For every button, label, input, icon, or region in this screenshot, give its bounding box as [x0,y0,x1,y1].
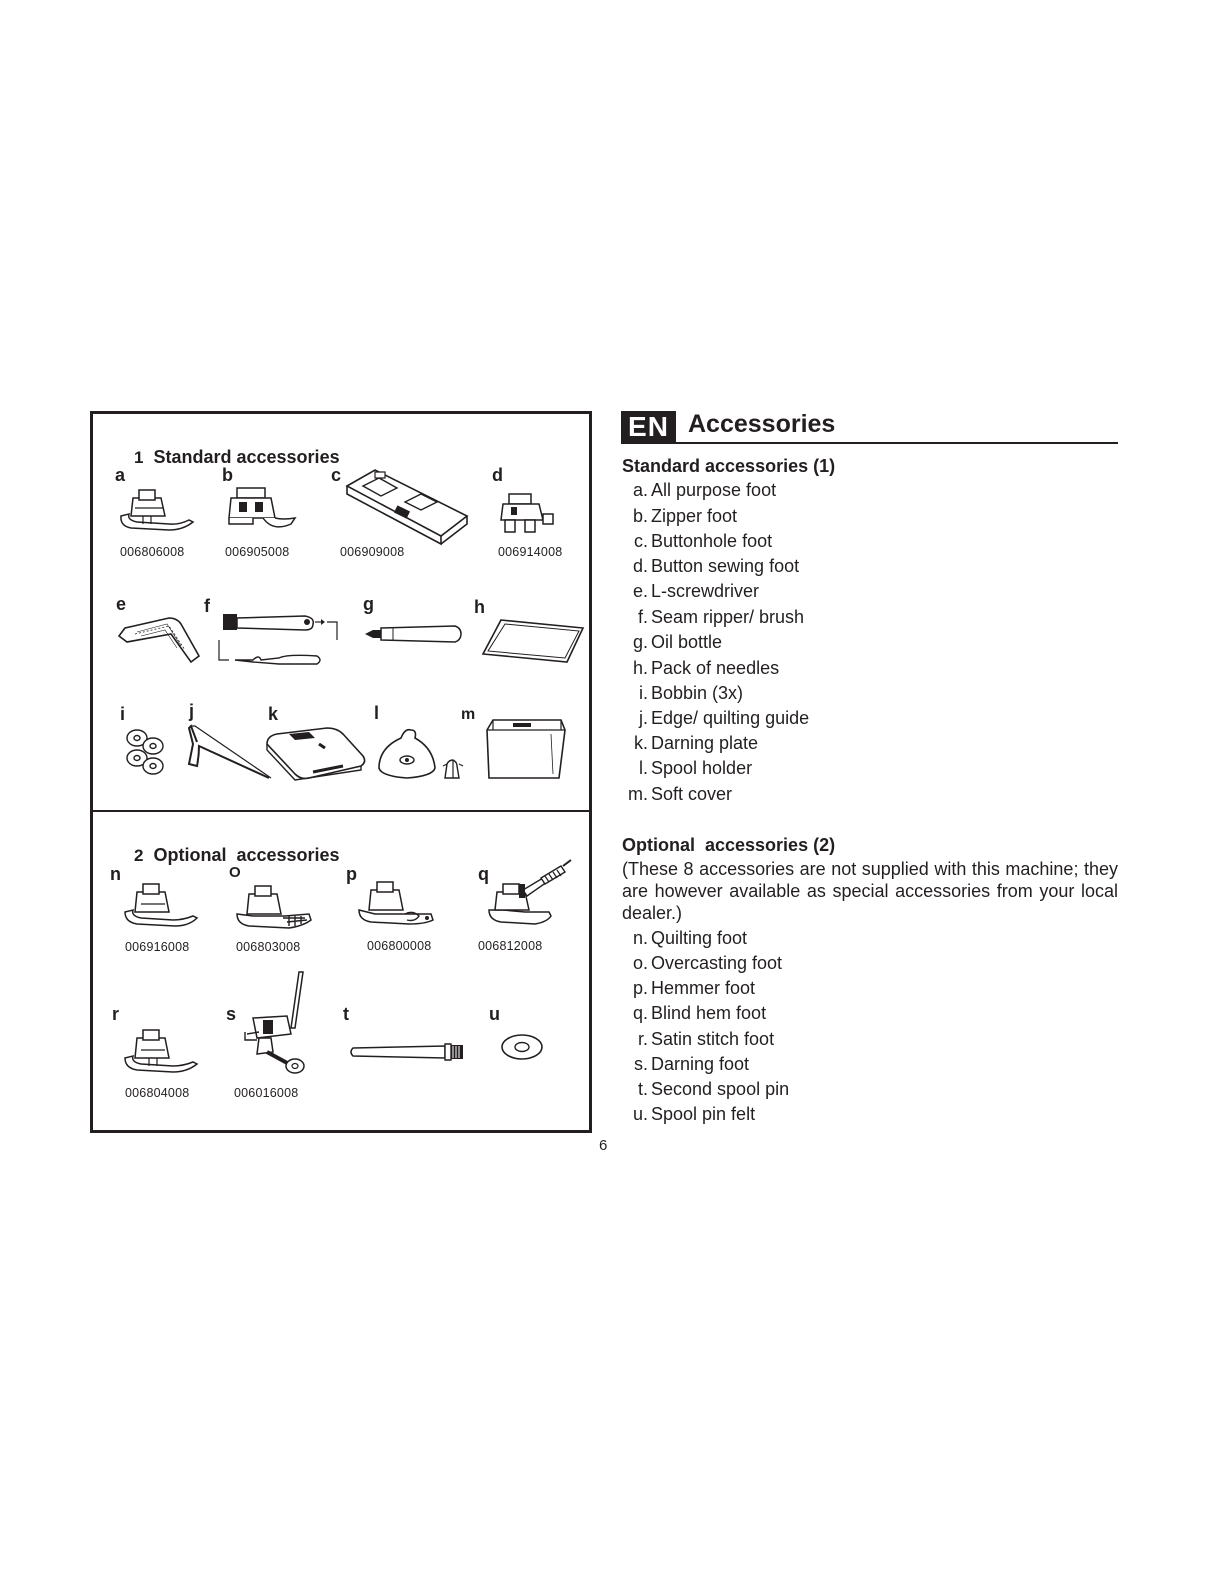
item-letter-n: n [110,864,121,884]
hemmer-foot-icon [355,880,439,932]
item-letter-s: s [226,1004,237,1024]
item-label: r. [637,1029,648,1049]
item-label: q. [632,1003,648,1023]
accessories-figure [90,411,592,1133]
item-text: Spool holder [651,758,753,778]
list-item [600,656,779,681]
item-letter-e: e [116,594,127,614]
optional-accessories-note: (These 8 accessories are not supplied with this machine; they are however available as special accessories from your local dealer.) [622,859,1118,923]
item-letter-d: d [492,465,503,485]
all-purpose-foot-icon [117,486,197,536]
part-code-s: 006016008 [234,1086,299,1100]
button-sewing-foot-icon [497,490,563,542]
item-letter-f: f [204,596,210,616]
item-text: Pack of needles [651,658,780,678]
optional-accessories-figure-title [114,824,340,887]
satin-stitch-foot-icon [121,1028,201,1078]
list-item [600,630,722,655]
item-label: b. [632,506,648,526]
item-label: f. [637,607,648,627]
figure-number: 2 [134,846,144,865]
item-label: h. [632,658,648,678]
bobbin-icon [121,724,169,776]
part-code-d: 006914008 [498,545,563,559]
list-item [600,504,737,529]
item-letter-i: i [120,704,126,724]
item-text: L-screwdriver [651,581,760,601]
soft-cover-icon [483,716,569,784]
item-text: Bobbin (3x) [651,683,744,703]
item-text: Zipper foot [651,506,738,526]
item-label: a. [632,480,648,500]
item-label: s. [633,1054,648,1074]
part-code-b: 006905008 [225,545,290,559]
item-text: Seam ripper/ brush [651,607,805,627]
list-item [600,1102,755,1127]
item-text: Edge/ quilting guide [651,708,810,728]
item-text: Blind hem foot [651,1003,767,1023]
list-item [600,605,804,630]
list-item [600,681,743,706]
figure-title-text: Standard accessories [153,447,340,467]
item-letter-c: c [331,465,342,485]
list-item [600,1001,766,1026]
item-text: Spool pin felt [651,1104,756,1124]
quilting-guide-icon [185,724,275,784]
zipper-foot-icon [223,484,303,540]
item-label: p. [632,978,648,998]
spool-holder-icon [375,726,465,782]
list-item [600,706,809,731]
darning-plate-icon [263,724,367,782]
list-item [600,1027,774,1052]
item-letter-j: j [189,701,195,721]
list-item [600,976,755,1001]
list-item [600,478,776,503]
item-text: Satin stitch foot [651,1029,775,1049]
list-item [600,579,759,604]
item-label: d. [632,556,648,576]
figure-divider [93,810,589,812]
item-letter-m: m [461,706,476,723]
item-label: t. [637,1079,648,1099]
darning-foot-icon [237,968,317,1076]
item-text: Overcasting foot [651,953,783,973]
part-code-r: 006804008 [125,1086,190,1100]
oil-bottle-icon [363,622,463,646]
item-text: Darning foot [651,1054,750,1074]
part-code-a: 006806008 [120,545,185,559]
figure-title-text: Optional accessories [153,845,340,865]
item-label: n. [632,928,648,948]
figure-number: 1 [134,448,144,467]
overcasting-foot-icon [233,882,315,934]
quilting-foot-icon [121,880,201,932]
item-letter-b: b [222,465,233,485]
item-text: All purpose foot [651,480,777,500]
item-letter-q: q [478,864,489,884]
item-text: Second spool pin [651,1079,790,1099]
item-letter-o: O [229,864,241,881]
part-code-n: 006916008 [125,940,190,954]
item-text: Darning plate [651,733,759,753]
list-item [600,554,799,579]
item-text: Hemmer foot [651,978,756,998]
item-letter-a: a [115,465,126,485]
needle-pack-icon [481,618,585,664]
optional-accessories-heading: Optional accessories (2) [622,835,836,855]
item-text: Quilting foot [651,928,748,948]
second-spool-pin-icon [349,1042,467,1062]
item-label: j. [639,708,648,728]
part-code-o: 006803008 [236,940,301,954]
item-label: m. [628,784,648,804]
seam-ripper-brush-icon [213,610,343,674]
l-screwdriver-icon [115,610,203,670]
item-text: Oil bottle [651,632,723,652]
part-code-c: 006909008 [340,545,405,559]
list-item [600,529,772,554]
item-letter-g: g [363,594,374,614]
item-label: g. [632,632,648,652]
list-item [600,782,732,807]
buttonhole-foot-icon [345,466,469,546]
list-item [600,731,758,756]
item-letter-u: u [489,1004,500,1024]
blind-hem-foot-icon [479,854,575,938]
item-label: k. [633,733,648,753]
part-code-q: 006812008 [478,939,543,953]
item-label: o. [632,953,648,973]
page-number: 6 [599,1137,608,1154]
page-title: Accessories [688,410,836,438]
list-item [600,1052,749,1077]
item-label: i. [639,683,648,703]
item-label: e. [632,581,648,601]
list-item [600,926,747,951]
language-badge: EN [621,411,676,443]
list-item [600,951,782,976]
title-rule [621,442,1118,444]
item-letter-k: k [268,704,279,724]
item-text: Soft cover [651,784,733,804]
item-letter-p: p [346,864,357,884]
item-letter-t: t [343,1004,349,1024]
item-text: Button sewing foot [651,556,800,576]
item-text: Buttonhole foot [651,531,773,551]
standard-accessories-heading: Standard accessories (1) [622,456,836,476]
part-code-p: 006800008 [367,939,432,953]
item-letter-l: l [374,703,380,723]
item-label: l. [639,758,648,778]
item-letter-r: r [112,1004,120,1024]
item-letter-h: h [474,597,485,617]
list-item [600,756,752,781]
spool-pin-felt-icon [499,1032,545,1062]
item-label: u. [632,1104,648,1124]
item-label: c. [633,531,648,551]
list-item [600,1077,789,1102]
